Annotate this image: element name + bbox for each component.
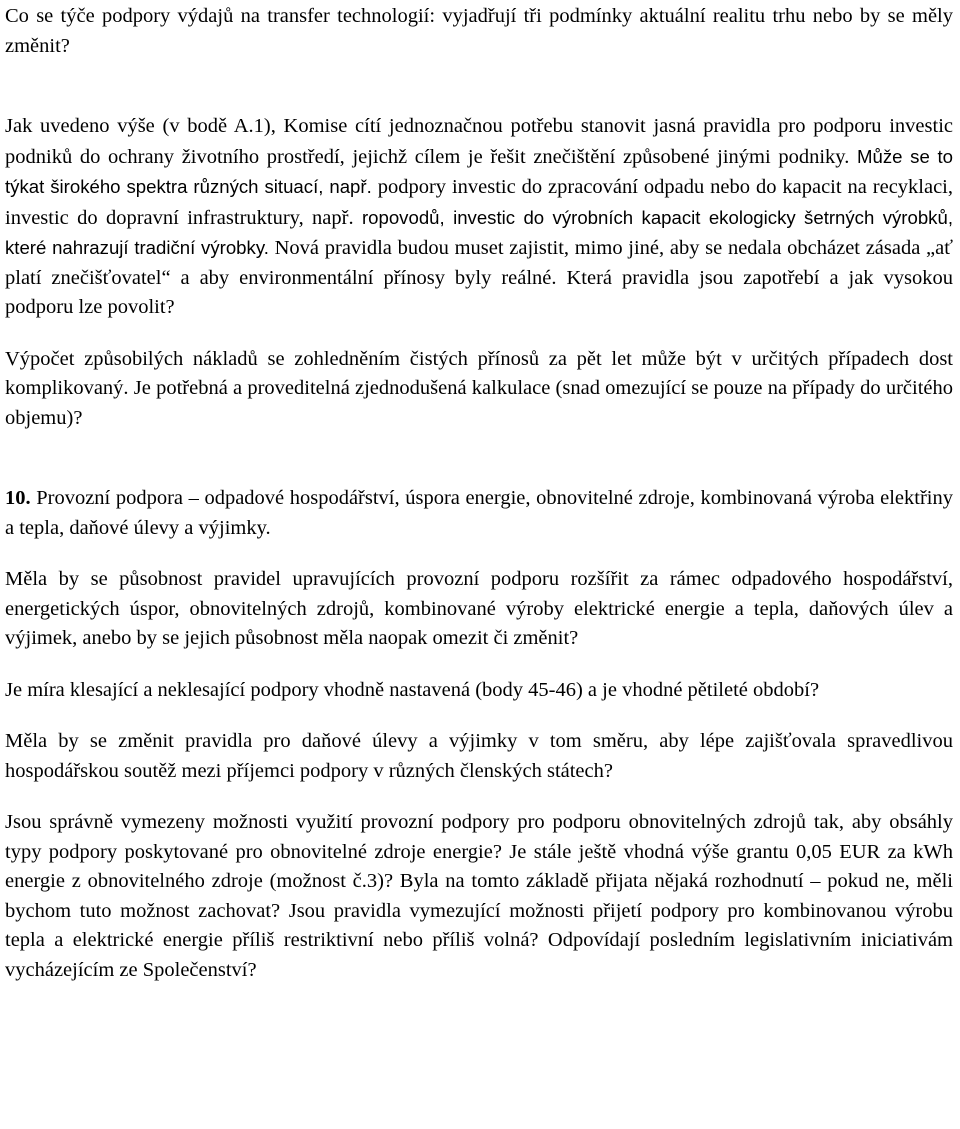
- sentence-commission-need: Jak uvedeno výše (v bodě A.1), Komise cítí jednoznačnou potřebu stanovit jasná pravidla pro podporu investic podniků do ochrany životního prostředí, jejichž cílem je řešit znečištění způsobené jinými podniky.: [5, 115, 953, 168]
- section-heading-operating-aid: [5, 484, 953, 543]
- paragraph-tax-exemptions: Měla by se změnit pravidla pro daňové úlevy a výjimky v tom směru, aby lépe zajišťovala spravedlivou hospodářskou soutěž mezi příjemci podpory v různých členských státech?: [5, 730, 953, 782]
- paragraph-renewable-sources: Jsou správně vymezeny možnosti využití provozní podpory pro podporu obnovitelných zdrojů tak, aby obsáhly typy podpory poskytované pro obnovitelné zdroje energie? Je stále ještě vhodná výše grantu 0,05 EUR za kWh energie z obnovitelného zdroje (možnost č.3)? Byla na tomto základě přijata nějaká rozhodnutí – pokud ne, měli bychom tuto možnost zachovat? Jsou pravidla vymezující možnosti přijetí podpory pro kombinovanou výrobu tepla a elektrické energie příliš restriktivní nebo příliš volná? Odpovídají posledním legislativním iniciativám vycházejícím ze Společenství?: [5, 811, 953, 981]
- sentence-waste-support: podpory investic do zpracování odpadu nebo do kapacit na recyklaci, investic do dopravní infrastruktury, např.: [5, 176, 954, 229]
- document-body: [5, 0, 953, 985]
- paragraph-tech-transfer-question: Co se týče podpory výdajů na transfer technologií: vyjadřují tři podmínky aktuální realitu trhu nebo by se měly změnit?: [5, 5, 953, 57]
- sentence-wide-spectrum: Může se to týkat širokého spektra různých situací, např.: [5, 145, 954, 197]
- paragraph-scope-extension: Měla by se působnost pravidel upravujících provozní podporu rozšířit za rámec odpadového hospodářství, energetických úspor, obnovitelných zdrojů, kombinované výroby elektrické energie a tepla, daňových úlev a výjimek, anebo by se jejich působnost měla naopak omezit či změnit?: [5, 568, 953, 649]
- section-number: 10.: [5, 487, 31, 509]
- paragraph-degressive-aid: Je míra klesající a neklesající podpory vhodně nastavená (body 45-46) a je vhodné pětileté období?: [5, 678, 820, 701]
- section-title: Provozní podpora – odpadové hospodářství, úspora energie, obnovitelné zdroje, kombinovaná výroba elektřiny a tepla, daňové úlevy a výjimky.: [5, 487, 953, 539]
- paragraph-environmental-investment: [5, 112, 953, 323]
- sentence-new-rules: Nová pravidla budou muset zajistit, mimo jiné, aby se nedala obcházet zásada „ať platí znečišťovatel“ a aby environmentální přínosy byly reálné. Která pravidla jsou zapotřebí a jak vysokou podporu lze povolit?: [5, 237, 953, 318]
- sentence-pipelines: ropovodů, investic do výrobních kapacit ekologicky šetrných výrobků, které nahrazují tradiční výrobky.: [5, 206, 953, 258]
- paragraph-eligible-costs: Výpočet způsobilých nákladů se zohledněním čistých přínosů za pět let může být v určitých případech dost komplikovaný. Je potřebná a proveditelná zjednodušená kalkulace (snad omezující se pouze na případy do určitého objemu)?: [5, 347, 953, 429]
